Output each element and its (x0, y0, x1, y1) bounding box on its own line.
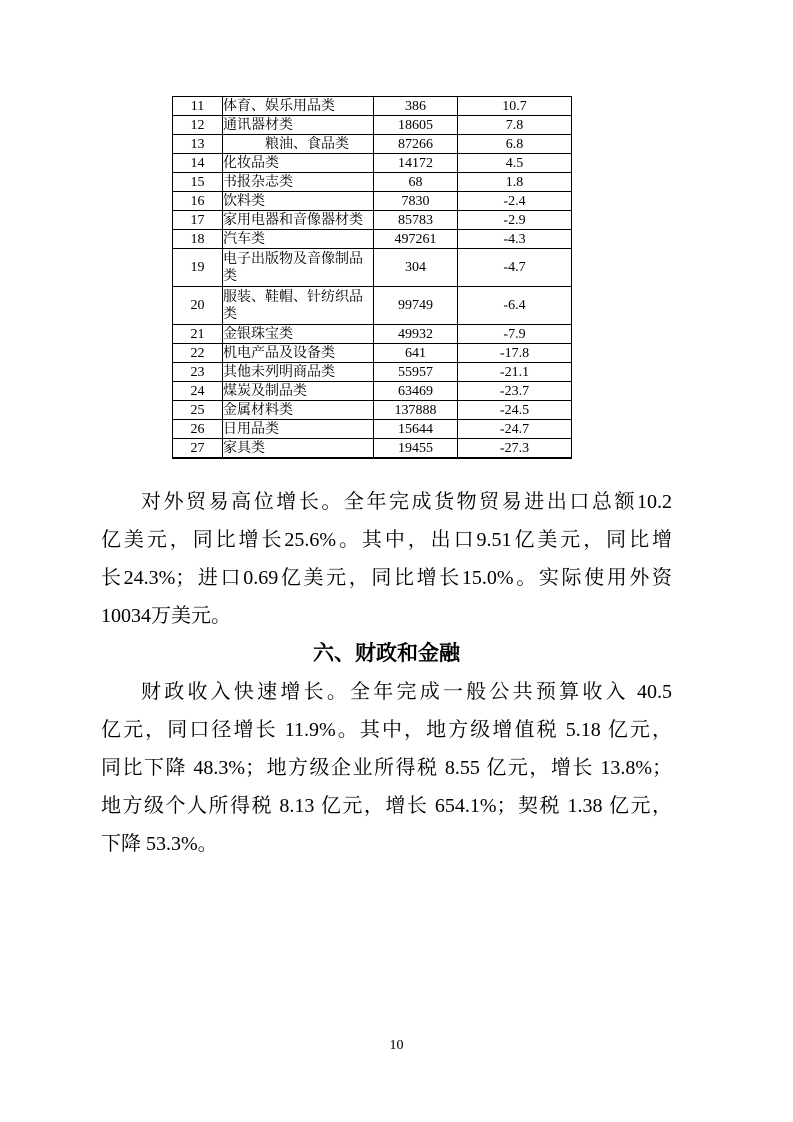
growth-cell: -4.3 (458, 230, 572, 249)
value-cell: 386 (374, 97, 458, 116)
table-row (173, 401, 572, 420)
value-cell: 641 (374, 344, 458, 363)
row-number: 26 (173, 420, 223, 439)
growth-cell: -2.9 (458, 211, 572, 230)
category-cell: 饮料类 (223, 192, 374, 211)
growth-cell: -23.7 (458, 382, 572, 401)
growth-cell: -2.4 (458, 192, 572, 211)
table-row (173, 363, 572, 382)
value-cell: 85783 (374, 211, 458, 230)
category-cell: 家具类 (223, 439, 374, 459)
row-number: 16 (173, 192, 223, 211)
value-cell: 19455 (374, 439, 458, 459)
text-line: 亿美元，同比增长25.6%。其中，出口9.51亿美元，同比增 (101, 529, 672, 551)
row-number: 12 (173, 116, 223, 135)
value-cell: 18605 (374, 116, 458, 135)
value-cell: 99749 (374, 287, 458, 325)
category-cell: 粮油、食品类 (223, 135, 374, 154)
table-row (173, 325, 572, 344)
growth-cell: -21.1 (458, 363, 572, 382)
growth-cell: -6.4 (458, 287, 572, 325)
growth-cell: -17.8 (458, 344, 572, 363)
table-row (173, 97, 572, 116)
category-cell: 汽车类 (223, 230, 374, 249)
text-line: 亿元，同口径增长 11.9%。其中，地方级增值税 5.18 亿元， (101, 719, 672, 741)
text-line: 地方级个人所得税 8.13 亿元，增长 654.1%；契税 1.38 亿元， (101, 795, 672, 817)
table-row (173, 116, 572, 135)
category-cell: 家用电器和音像器材类 (223, 211, 374, 230)
row-number: 27 (173, 439, 223, 459)
value-cell: 137888 (374, 401, 458, 420)
text-line: 下降 53.3%。 (101, 833, 218, 855)
table-row (173, 382, 572, 401)
row-number: 15 (173, 173, 223, 192)
table-body (173, 97, 572, 459)
category-cell: 通讯器材类 (223, 116, 374, 135)
value-cell: 304 (374, 249, 458, 287)
value-cell: 14172 (374, 154, 458, 173)
value-cell: 7830 (374, 192, 458, 211)
text-line: 财政收入快速增长。全年完成一般公共预算收入 40.5 (141, 681, 672, 703)
text-line: 长24.3%；进口0.69亿美元，同比增长15.0%。实际使用外资 (101, 567, 672, 589)
growth-cell: 4.5 (458, 154, 572, 173)
value-cell: 63469 (374, 382, 458, 401)
row-number: 13 (173, 135, 223, 154)
growth-cell: -24.5 (458, 401, 572, 420)
category-cell: 金银珠宝类 (223, 325, 374, 344)
value-cell: 15644 (374, 420, 458, 439)
table-row (173, 154, 572, 173)
category-cell: 书报杂志类 (223, 173, 374, 192)
category-cell: 日用品类 (223, 420, 374, 439)
table-row (173, 135, 572, 154)
value-cell: 49932 (374, 325, 458, 344)
section-heading: 六、财政和金融 (313, 642, 460, 665)
paragraph-foreign-trade (101, 483, 672, 635)
growth-cell: 7.8 (458, 116, 572, 135)
table-container (172, 96, 572, 459)
table-row (173, 439, 572, 459)
retail-categories-table (172, 96, 572, 459)
row-number: 17 (173, 211, 223, 230)
growth-cell: -24.7 (458, 420, 572, 439)
growth-cell: -7.9 (458, 325, 572, 344)
value-cell: 87266 (374, 135, 458, 154)
category-cell: 体育、娱乐用品类 (223, 97, 374, 116)
growth-cell: 1.8 (458, 173, 572, 192)
table-row (173, 173, 572, 192)
row-number: 22 (173, 344, 223, 363)
category-cell: 化妆品类 (223, 154, 374, 173)
row-number: 11 (173, 97, 223, 116)
text-line: 对外贸易高位增长。全年完成货物贸易进出口总额10.2 (141, 491, 672, 513)
paragraph-fiscal-revenue (101, 673, 672, 863)
growth-cell: -27.3 (458, 439, 572, 459)
growth-cell: 6.8 (458, 135, 572, 154)
value-cell: 55957 (374, 363, 458, 382)
table-row (173, 420, 572, 439)
table-row (173, 211, 572, 230)
row-number: 20 (173, 287, 223, 325)
table-row (173, 249, 572, 287)
category-cell: 机电产品及设备类 (223, 344, 374, 363)
row-number: 23 (173, 363, 223, 382)
category-cell: 其他未列明商品类 (223, 363, 374, 382)
category-cell: 电子出版物及音像制品类 (223, 249, 374, 287)
table-row (173, 192, 572, 211)
row-number: 21 (173, 325, 223, 344)
value-cell: 68 (374, 173, 458, 192)
row-number: 24 (173, 382, 223, 401)
category-cell: 服装、鞋帽、针纺织品类 (223, 287, 374, 325)
category-cell: 金属材料类 (223, 401, 374, 420)
category-cell: 煤炭及制品类 (223, 382, 374, 401)
body-text (101, 483, 672, 863)
value-cell: 497261 (374, 230, 458, 249)
row-number: 18 (173, 230, 223, 249)
table-row (173, 230, 572, 249)
table-row (173, 287, 572, 325)
row-number: 25 (173, 401, 223, 420)
row-number: 14 (173, 154, 223, 173)
row-number: 19 (173, 249, 223, 287)
page-number: 10 (389, 1038, 404, 1053)
growth-cell: 10.7 (458, 97, 572, 116)
text-line: 10034万美元。 (101, 605, 231, 627)
table-row (173, 344, 572, 363)
text-line: 同比下降 48.3%；地方级企业所得税 8.55 亿元，增长 13.8%； (101, 757, 672, 779)
growth-cell: -4.7 (458, 249, 572, 287)
